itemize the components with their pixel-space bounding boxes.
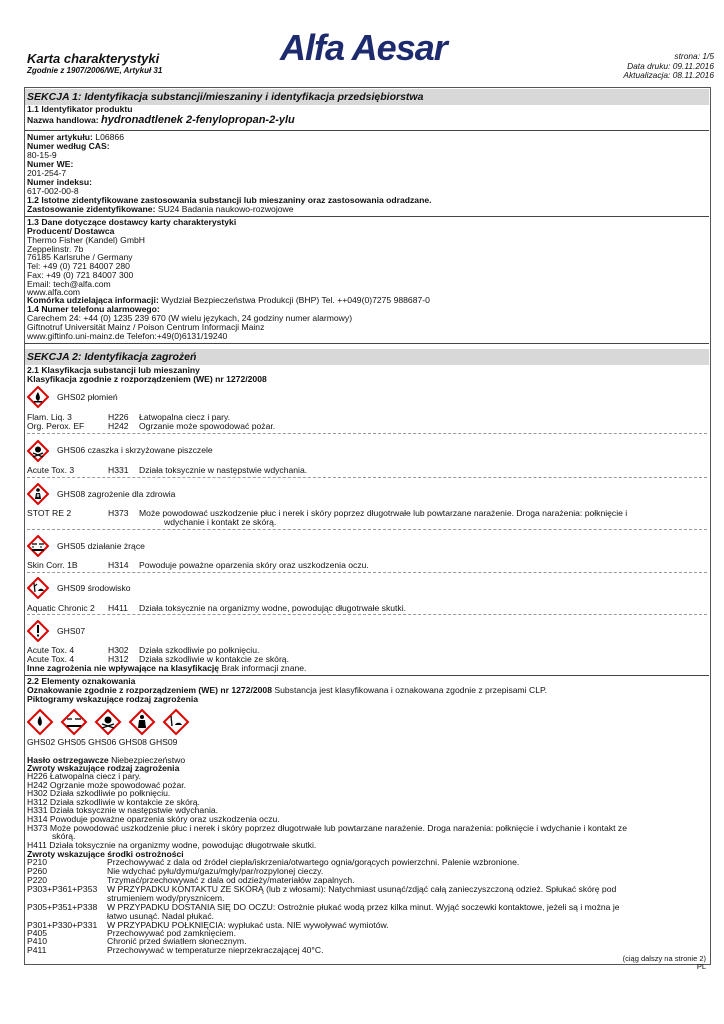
- heading-2-1: 2.1 Klasyfikacja substancji lub mieszaniny: [27, 365, 200, 375]
- continued-note: (ciąg dalszy na stronie 2): [622, 954, 706, 963]
- ghs06-skull-icon: [27, 440, 49, 464]
- website-link[interactable]: www.alfa.com: [27, 287, 81, 297]
- article-number: L06866: [95, 132, 124, 142]
- p-code: P301+P330+P331: [27, 920, 98, 930]
- article-number-label: Numer artykułu:: [27, 132, 93, 142]
- trade-name: hydronadtlenek 2-fenylopropan-2-ylu: [101, 114, 295, 126]
- heading-1-3: 1.3 Dane dotyczące dostawcy karty charakterystyki: [27, 217, 237, 227]
- p-text: W PRZYPADKU DOSTANIA SIĘ DO OCZU: Ostrożnie płukać wodą przez kilka minut. Wyjąć soczewki kontaktowe, jeżeli są i można je: [107, 902, 620, 912]
- h-statement: H331 Działa toksycznie w następstwie wdychania.: [27, 805, 219, 815]
- index-number: 617-002-00-8: [27, 186, 79, 196]
- ghs09-label: GHS09 środowisko: [57, 583, 131, 593]
- other-hazards-label: Inne zagrożenia nie wpływające na klasyfikację: [27, 663, 220, 673]
- ghs05-corrosion-icon: [27, 535, 49, 559]
- ghs02-flame-icon: [28, 710, 52, 734]
- ghs07-exclamation-icon: [27, 620, 49, 644]
- emergency-link[interactable]: www.giftinfo.uni-mainz.de Telefon:+49(0)6131/19240: [27, 331, 228, 341]
- ghs09-environment-icon: [27, 577, 49, 601]
- pictogram-row: [27, 709, 197, 739]
- address-line: Tel: +49 (0) 721 84007 280: [27, 261, 130, 271]
- p-statements-label: Zwroty wskazujące środki ostrożności: [27, 849, 184, 859]
- cas-number: 80-15-9: [27, 150, 57, 160]
- alfa-aesar-logo: Alfa Aesar: [280, 27, 447, 68]
- update-date: Aktualizacja: 08.11.2016: [623, 70, 714, 80]
- p-code: P405: [27, 928, 48, 938]
- divider: [25, 130, 709, 131]
- dotted-divider: [27, 477, 707, 478]
- address-line: 76185 Karlsruhe / Germany: [27, 252, 133, 262]
- p-code: P411: [27, 945, 47, 955]
- pictograms-label: Piktogramy wskazujące rodzaj zagrożenia: [27, 694, 198, 704]
- ghs02-flame-icon: [27, 386, 49, 410]
- document-header: [27, 52, 162, 75]
- section-1-header: [25, 89, 709, 105]
- h-statement: H312 Działa szkodliwie w kontakcie ze skórą.: [27, 797, 200, 807]
- page-number: strona: 1/5: [674, 51, 714, 61]
- trade-name-line: [27, 116, 295, 125]
- ghs08-label: GHS08 zagrożenie dla zdrowia: [57, 489, 176, 499]
- emergency-line: Giftnotruf Universität Mainz / Poison Centrum Informacji Mainz: [27, 322, 265, 332]
- heading-1-4: 1.4 Numer telefonu alarmowego:: [27, 304, 160, 314]
- address-line: Fax: +49 (0) 721 84007 300: [27, 270, 134, 280]
- ghs06-label: GHS06 czaszka i skrzyżowane piszczele: [57, 445, 213, 455]
- signal-word-label: Hasło ostrzegawcze: [27, 755, 109, 765]
- p-text: Chronić przed światłem słonecznym.: [107, 936, 247, 946]
- identified-use: SU24 Badania naukowo-rozwojowe: [157, 204, 294, 214]
- print-date: Data druku: 09.11.2016: [627, 60, 714, 71]
- h-statement: H411 Działa toksycznie na organizmy wodne, powodując długotrwałe skutki.: [27, 840, 317, 850]
- index-label: Numer indeksu:: [27, 177, 92, 187]
- info-label: Komórka udzielająca informacji:: [27, 295, 159, 305]
- dotted-divider: [27, 614, 707, 615]
- address-line: Thermo Fisher (Kandel) GmbH: [27, 235, 145, 245]
- section-1-title: SEKCJA 1: Identyfikacja substancji/mieszaniny i identyfikacja przedsiębiorstwa: [25, 89, 709, 105]
- ghs02-label: GHS02 płomień: [57, 392, 118, 402]
- other-hazards: Brak informacji znane.: [221, 663, 307, 673]
- p-text: Przechowywać z dala od źródeł ciepła/iskrzenia/otwartego ognia/gorących powierzchni. Palenie wzbronione.: [107, 857, 520, 867]
- ghs05-label: GHS05 działanie żrące: [57, 541, 145, 551]
- language-code: PL: [696, 962, 706, 971]
- email-link[interactable]: Email: tech@alfa.com: [27, 279, 111, 289]
- emergency-line: Carechem 24: +44 (0) 1235 239 670 (W wielu językach, 24 godziny numer alarmowy): [27, 313, 353, 323]
- identified-use-label: Zastosowanie zidentyfikowane:: [27, 204, 156, 214]
- h-statement-continued: skórą.: [52, 831, 76, 841]
- section-2-title: SEKCJA 2: Identyfikacja zagrożeń: [25, 349, 709, 365]
- p-code: P210: [27, 857, 48, 867]
- ghs08-health-hazard-icon: [130, 710, 154, 734]
- we-number: 201-254-7: [27, 168, 67, 178]
- h-statement: H226 Łatwopalna ciecz i pary.: [27, 771, 142, 781]
- dotted-divider: [27, 433, 707, 434]
- p-text-continued: łatwo usunąć. Nadal płukać.: [107, 911, 215, 921]
- classification-label: Klasyfikacja zgodnie z rozporządzeniem (WE) nr 1272/2008: [27, 374, 267, 384]
- h-statements-label: Zwroty wskazujące rodzaj zagrożenia: [27, 763, 180, 773]
- producer-label: Producent/ Dostawca: [27, 226, 115, 236]
- p-code: P260: [27, 866, 48, 876]
- cas-label: Numer według CAS:: [27, 141, 110, 151]
- p-code: P303+P361+P353: [27, 884, 98, 894]
- document-title: Karta charakterystyki: [27, 51, 160, 66]
- h-statement: H314 Powoduje poważne oparzenia skóry oraz uszkodzenia oczu.: [27, 814, 280, 824]
- trade-name-label: Nazwa handlowa:: [27, 115, 99, 125]
- h-statement: H302 Działa szkodliwie po połknięciu.: [27, 788, 171, 798]
- dotted-divider: [27, 529, 707, 530]
- dotted-divider: [27, 572, 707, 573]
- ghs09-environment-icon: [164, 710, 188, 734]
- heading-2-2: 2.2 Elementy oznakowania: [27, 676, 136, 686]
- p-code: P305+P351+P338: [27, 902, 98, 912]
- section-2-header: [25, 349, 709, 365]
- address-line: Zeppelinstr. 7b: [27, 244, 84, 254]
- p-text-continued: strumieniem wody/prysznicem.: [107, 893, 225, 903]
- p-text: Przechowywać w temperaturze nieprzekraczającej 40°C.: [107, 945, 324, 955]
- heading-1-2: 1.2 Istotne zidentyfikowane zastosowania substancji lub mieszaniny oraz zastosowania odradzane.: [27, 195, 432, 205]
- p-text: Trzymać/przechowywać z dala od odzieży/materiałów zapalnych.: [107, 875, 355, 885]
- document-subtitle: Zgodnie z 1907/2006/WE, Artykuł 31: [27, 66, 163, 75]
- info-text: Wydział Bezpieczeństwa Produkcji (BHP) Tel. ++049(0)7275 988687-0: [161, 295, 430, 305]
- ghs05-corrosion-icon: [62, 710, 86, 734]
- identified-use-line: [27, 205, 294, 214]
- we-label: Numer WE:: [27, 159, 74, 169]
- other-hazards-line: [27, 664, 306, 673]
- p-text: Przechowywać pod zamknięciem.: [107, 928, 236, 938]
- divider: [25, 343, 709, 344]
- labelling-text: Substancja jest klasyfikowana i oznakowana zgodnie z przepisami CLP.: [274, 685, 547, 695]
- ghs07-label: GHS07: [57, 626, 86, 636]
- p-text: Nie wdychać pyłu/dymu/gazu/mgły/par/rozpylonej cieczy.: [107, 866, 324, 876]
- ghs08-health-hazard-icon: [27, 483, 49, 507]
- pictogram-codes: GHS02 GHS05 GHS06 GHS08 GHS09: [27, 737, 178, 747]
- page-info: [623, 52, 714, 81]
- ghs06-skull-icon: [96, 710, 120, 734]
- p-code: P410: [27, 936, 48, 946]
- p-code: P220: [27, 875, 48, 885]
- labelling-label: Oznakowanie zgodnie z rozporządzeniem (WE) nr 1272/2008: [27, 685, 272, 695]
- signal-word: Niebezpieczeństwo: [111, 755, 186, 765]
- h-statement: H242 Ogrzanie może spowodować pożar.: [27, 780, 187, 790]
- h-statement: H373 Może powodować uszkodzenie płuc i nerek i skóry poprzez długotrwałe lub powtarzane narażenie. Droga narażenia: połknięcie i wdychanie i kontakt ze: [27, 823, 627, 833]
- p-text: W PRZYPADKU KONTAKTU ZE SKÓRĄ (lub z włosami): Natychmiast usunąć/zdjąć całą zanieczyszczoną odzież. Spłukać skórę pod: [107, 884, 617, 894]
- p-text: W PRZYPADKU POŁKNIĘCIA: wypłukać usta. NIE wywoływać wymiotów.: [107, 920, 389, 930]
- heading-1-1: 1.1 Identyfikator produktu: [27, 104, 133, 114]
